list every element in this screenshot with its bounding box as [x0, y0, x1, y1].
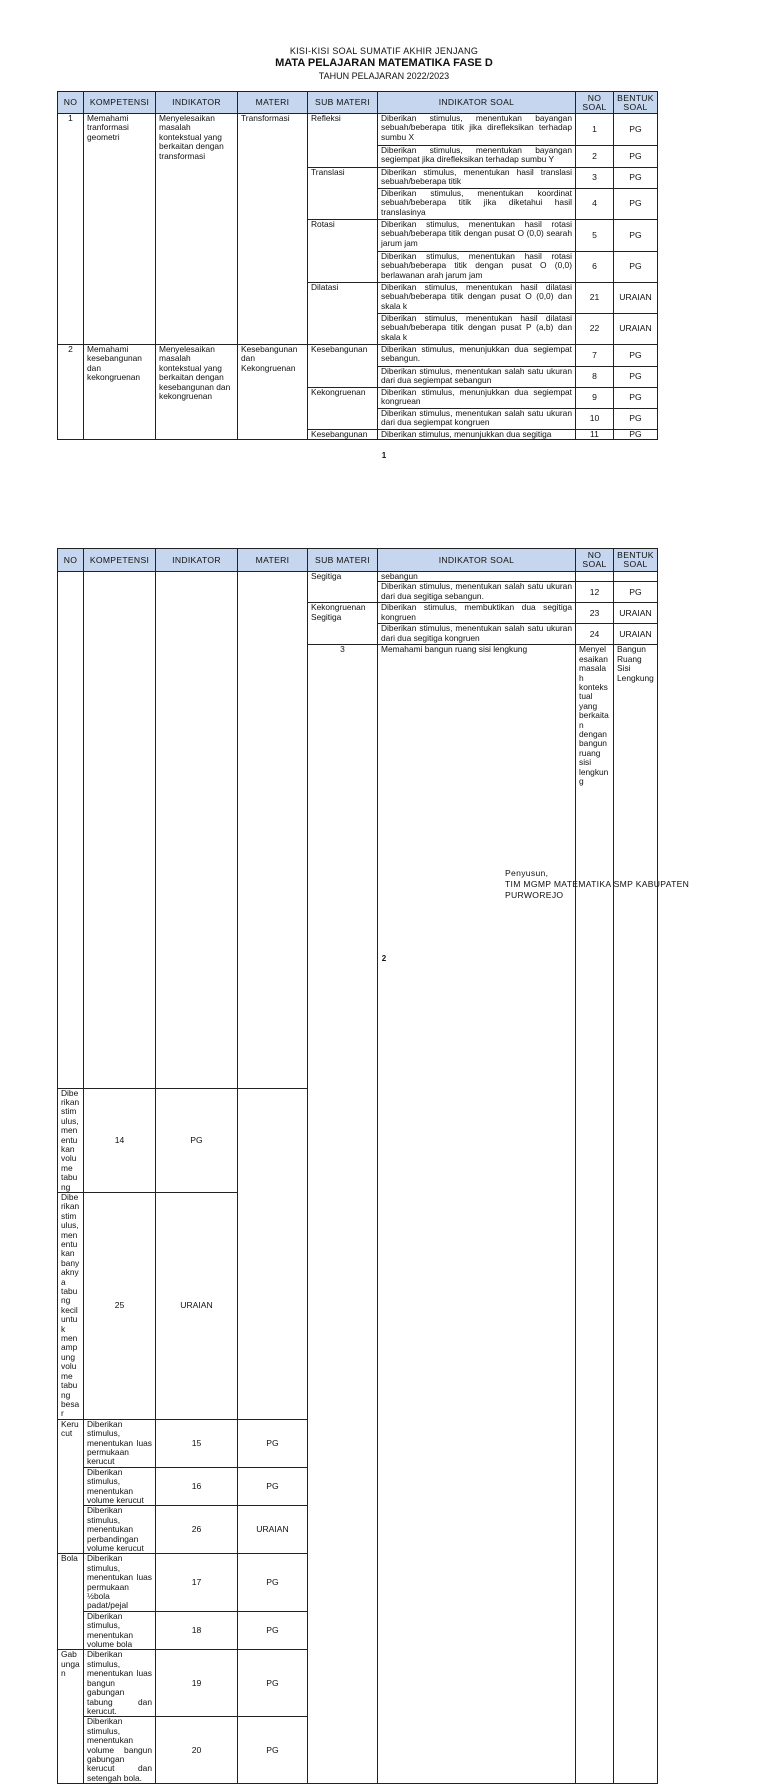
- bentuk-soal-cell: URAIAN: [614, 624, 658, 645]
- no-soal-cell: 14: [84, 1088, 156, 1192]
- group-kompetensi: Memahami bangun ruang sisi lengkung: [378, 645, 576, 1784]
- indikator-soal-cell: Diberikan stimulus, menentukan salah satu ukuran dari dua segitiga sebangun.: [378, 582, 576, 603]
- sub-materi-cell: Refleksi: [308, 114, 378, 168]
- indikator-soal-cell: Diberikan stimulus, menunjukkan dua segitiga: [378, 430, 576, 440]
- col-header-no: NO: [58, 549, 84, 572]
- bentuk-soal-cell: PG: [238, 1611, 308, 1650]
- indikator-soal-cell: Diberikan stimulus, menentukan bayangan sebuah/beberapa titik jika direfleksikan terhadap sumbu X: [378, 114, 576, 146]
- no-soal-cell: 23: [576, 603, 614, 624]
- bentuk-soal-cell: PG: [238, 1554, 308, 1611]
- kisi-kisi-table-page-1: [57, 91, 658, 440]
- indikator-soal-cell: Diberikan stimulus, menentukan luas permukaan kerucut: [84, 1419, 156, 1467]
- kisi-kisi-table-page-2: [57, 548, 658, 1784]
- bentuk-soal-cell: PG: [614, 345, 658, 367]
- bentuk-soal-cell: PG: [238, 1467, 308, 1506]
- sub-materi-cell: Translasi: [308, 168, 378, 220]
- indikator-soal-cell: Diberikan stimulus, menentukan hasil dilatasi sebuah/beberapa titik dengan pusat P (a,b) dan skala k: [378, 314, 576, 345]
- no-soal-cell: 10: [576, 409, 614, 430]
- no-soal-cell: 26: [156, 1506, 238, 1554]
- indikator-soal-cell: Diberikan stimulus, menentukan salah satu ukuran dari dua segiempat kongruen: [378, 409, 576, 430]
- col-header-bentuk-soal: BENTUK SOAL: [614, 92, 658, 114]
- document-title-subject: MATA PELAJARAN MATEMATIKA FASE D: [275, 57, 493, 69]
- no-soal-cell: 16: [156, 1467, 238, 1506]
- bentuk-soal-cell: [614, 572, 658, 582]
- indikator-soal-cell: Diberikan stimulus, menunjukkan dua segiempat kongruean: [378, 388, 576, 409]
- indikator-soal-cell: Diberikan stimulus, menentukan luas permukaan ½bola padat/pejal: [84, 1554, 156, 1611]
- group-indikator: Menyelesaikan masalah kontekstual yang berkaitan dengan bangun ruang sisi lengkung: [576, 645, 614, 1784]
- bentuk-soal-cell: PG: [614, 388, 658, 409]
- col-header-no: NO: [58, 92, 84, 114]
- no-soal-cell: 8: [576, 367, 614, 388]
- bentuk-soal-cell: PG: [238, 1717, 308, 1784]
- signature-team: TIM MGMP MATEMATIKA SMP KABUPATEN: [505, 879, 690, 889]
- no-soal-cell: 1: [576, 114, 614, 146]
- indikator-soal-cell: Diberikan stimulus, menunjukkan dua segiempat sebangun.: [378, 345, 576, 367]
- group-number: 3: [308, 645, 378, 1784]
- sub-materi-cell: Rotasi: [308, 220, 378, 283]
- no-soal-cell: 3: [576, 168, 614, 189]
- group-number: 2: [58, 345, 84, 440]
- indikator-soal-cell: Diberikan stimulus, menentukan salah satu ukuran dari dua segitiga kongruen: [378, 624, 576, 645]
- no-soal-cell: 22: [576, 314, 614, 345]
- no-soal-cell: 20: [156, 1717, 238, 1784]
- bentuk-soal-cell: PG: [614, 409, 658, 430]
- bentuk-soal-cell: PG: [614, 582, 658, 603]
- indikator-soal-cell: Diberikan stimulus, membuktikan dua segitiga kongruen: [378, 603, 576, 624]
- no-soal-cell: 17: [156, 1554, 238, 1611]
- col-header-bentuk-soal: BENTUK SOAL: [614, 549, 658, 572]
- bentuk-soal-cell: PG: [614, 367, 658, 388]
- col-header-indikator-soal: INDIKATOR SOAL: [378, 549, 576, 572]
- col-header-no-soal: NO SOAL: [576, 549, 614, 572]
- no-soal-cell: 24: [576, 624, 614, 645]
- no-soal-cell: 21: [576, 283, 614, 314]
- bentuk-soal-cell: PG: [614, 220, 658, 252]
- table-row: [58, 114, 658, 146]
- group-materi: Kesebangunan dan Kekongruenan: [238, 345, 308, 440]
- signature-block: [505, 868, 689, 901]
- col-header-indikator: INDIKATOR: [156, 549, 238, 572]
- bentuk-soal-cell: URAIAN: [238, 1506, 308, 1554]
- col-header-sub-materi: SUB MATERI: [308, 549, 378, 572]
- table-header-row: [58, 549, 658, 572]
- group-number-empty: [58, 572, 84, 1089]
- col-header-no-soal: NO SOAL: [576, 92, 614, 114]
- group-indikator: Menyelesaikan masalah kontekstual yang berkaitan dengan kesebangunan dan kekongruenan: [156, 345, 238, 440]
- page-number: 1: [381, 451, 387, 460]
- col-header-materi: MATERI: [238, 549, 308, 572]
- bentuk-soal-cell: URAIAN: [614, 603, 658, 624]
- col-header-kompetensi: KOMPETENSI: [84, 549, 156, 572]
- indikator-soal-cell: Diberikan stimulus, menentukan perbandingan volume kerucut: [84, 1506, 156, 1554]
- signature-region: PURWOREJO: [505, 890, 564, 900]
- table-row: [58, 345, 658, 367]
- indikator-soal-cell: Diberikan stimulus, menentukan hasil rotasi sebuah/beberapa titik dengan pusat O (0,0) berlawanan arah jarum jam: [378, 252, 576, 283]
- bentuk-soal-cell: PG: [614, 114, 658, 146]
- bentuk-soal-cell: PG: [156, 1088, 238, 1192]
- indikator-soal-cell: Diberikan stimulus, menentukan bayangan segiempat jika direfleksikan terhadap sumbu Y: [378, 146, 576, 168]
- group-number: 1: [58, 114, 84, 345]
- group-indikator-empty: [156, 572, 238, 1089]
- bentuk-soal-cell: PG: [614, 189, 658, 220]
- indikator-soal-cell: Diberikan stimulus, menentukan salah satu ukuran dari dua segiempat sebangun: [378, 367, 576, 388]
- sub-materi-cell: Bola: [58, 1554, 84, 1650]
- sub-materi-cell: Kekongruenan Segitiga: [308, 603, 378, 645]
- bentuk-soal-cell: URAIAN: [614, 314, 658, 345]
- col-header-indikator: INDIKATOR: [156, 92, 238, 114]
- indikator-soal-cell: Diberikan stimulus, menentukan volume bola: [84, 1611, 156, 1650]
- table-row: [58, 572, 658, 582]
- indikator-soal-cell: Diberikan stimulus, menentukan hasil rotasi sebuah/beberapa titik dengan pusat O (0,0) searah jarum jam: [378, 220, 576, 252]
- indikator-soal-cell: Diberikan stimulus, menentukan hasil translasi sebuah/beberapa titik: [378, 168, 576, 189]
- signature-role: Penyusun,: [505, 868, 549, 878]
- indikator-soal-cell: Diberikan stimulus, menentukan hasil dilatasi sebuah/beberapa titik dengan pusat O (0,0) dan skala k: [378, 283, 576, 314]
- sub-materi-cell: Kerucut: [58, 1419, 84, 1554]
- col-header-indikator-soal: INDIKATOR SOAL: [378, 92, 576, 114]
- sub-materi-cell: Kesebangunan: [308, 345, 378, 388]
- group-kompetensi-empty: [84, 572, 156, 1089]
- no-soal-cell: 4: [576, 189, 614, 220]
- col-header-kompetensi: KOMPETENSI: [84, 92, 156, 114]
- no-soal-cell: [576, 572, 614, 582]
- bentuk-soal-cell: URAIAN: [156, 1192, 238, 1419]
- bentuk-soal-cell: PG: [614, 146, 658, 168]
- group-kompetensi: Memahami kesebangunan dan kekongruenan: [84, 345, 156, 440]
- bentuk-soal-cell: PG: [614, 168, 658, 189]
- no-soal-cell: 19: [156, 1650, 238, 1717]
- indikator-soal-cell: Diberikan stimulus, menentukan luas bangun gabungan tabung dan kerucut.: [84, 1650, 156, 1717]
- no-soal-cell: 2: [576, 146, 614, 168]
- document-title-line1: KISI-KISI SOAL SUMATIF AKHIR JENJANG: [289, 46, 479, 56]
- page-number: 2: [381, 954, 387, 963]
- group-indikator: Menyelesaikan masalah kontekstual yang berkaitan dengan transformasi: [156, 114, 238, 345]
- sub-materi-cell: Kekongruenan: [308, 388, 378, 430]
- no-soal-cell: 18: [156, 1611, 238, 1650]
- no-soal-cell: 15: [156, 1419, 238, 1467]
- bentuk-soal-cell: URAIAN: [614, 283, 658, 314]
- indikator-soal-cell: Diberikan stimulus, menentukan volume tabung: [58, 1088, 84, 1192]
- sub-materi-cell: Segitiga: [308, 572, 378, 603]
- bentuk-soal-cell: PG: [614, 430, 658, 440]
- indikator-soal-cell: Diberikan stimulus, menentukan volume bangun gabungan kerucut dan setengah bola.: [84, 1717, 156, 1784]
- col-header-materi: MATERI: [238, 92, 308, 114]
- no-soal-cell: 25: [84, 1192, 156, 1419]
- group-materi: Bangun Ruang Sisi Lengkung: [614, 645, 658, 1784]
- col-header-sub-materi: SUB MATERI: [308, 92, 378, 114]
- no-soal-cell: 9: [576, 388, 614, 409]
- no-soal-cell: 12: [576, 582, 614, 603]
- document-title-year: TAHUN PELAJARAN 2022/2023: [318, 71, 450, 81]
- no-soal-cell: 11: [576, 430, 614, 440]
- bentuk-soal-cell: PG: [614, 252, 658, 283]
- group-materi-empty: [238, 572, 308, 1089]
- no-soal-cell: 5: [576, 220, 614, 252]
- group-kompetensi: Memahami tranformasi geometri: [84, 114, 156, 345]
- bentuk-soal-cell: PG: [238, 1419, 308, 1467]
- indikator-soal-cell: Diberikan stimulus, menentukan banyaknya tabung kecil untuk menampung volume tabung besar: [58, 1192, 84, 1419]
- no-soal-cell: 6: [576, 252, 614, 283]
- table-header-row: [58, 92, 658, 114]
- indikator-soal-cell: Diberikan stimulus, menentukan koordinat sebuah/beberapa titik jika diketahui hasil translasinya: [378, 189, 576, 220]
- no-soal-cell: 7: [576, 345, 614, 367]
- sub-materi-cell: Gabungan: [58, 1650, 84, 1784]
- bentuk-soal-cell: PG: [238, 1650, 308, 1717]
- group-materi: Transformasi: [238, 114, 308, 345]
- indikator-soal-cell: Diberikan stimulus, menentukan volume kerucut: [84, 1467, 156, 1506]
- indikator-soal-cell: sebangun: [378, 572, 576, 582]
- sub-materi-cell: Dilatasi: [308, 283, 378, 345]
- sub-materi-cell: Kesebangunan: [308, 430, 378, 440]
